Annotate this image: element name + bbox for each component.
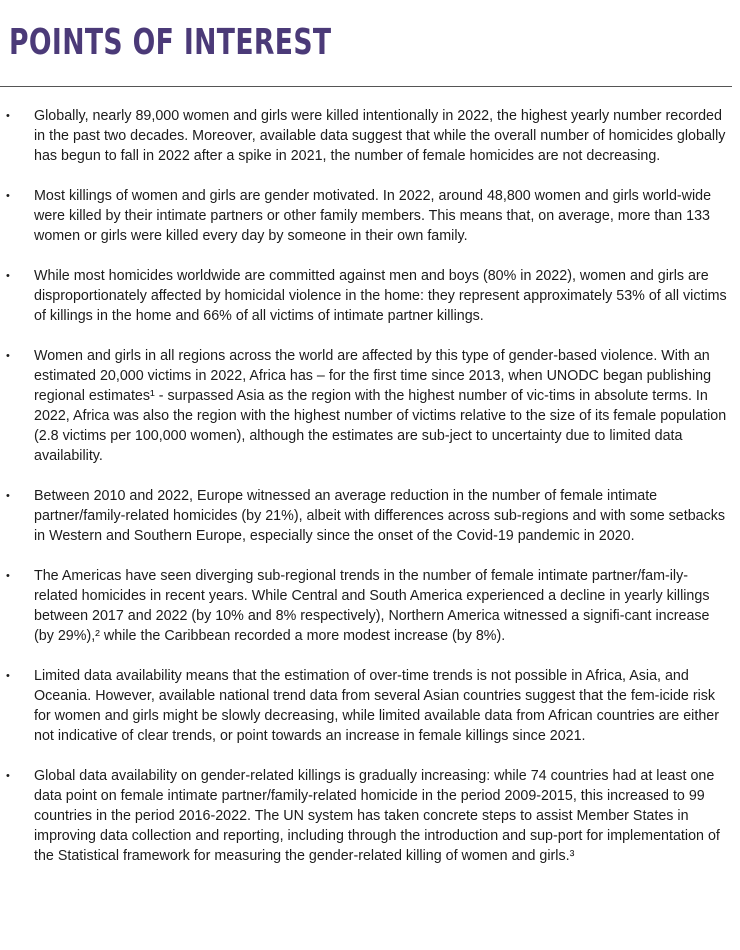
list-item-text: Most killings of women and girls are gender motivated. In 2022, around 48,800 women and girls world-wide were killed by their intimate partners or other family members. This means that, on average, more than 133 women or girls were killed every day by someone in their own family. bbox=[34, 188, 712, 244]
bullet-dot: • bbox=[6, 670, 10, 682]
list-item bbox=[0, 266, 740, 326]
list-item-text: The Americas have seen diverging sub-regional trends in the number of female intimate partner/fam-ily-related homicides in recent years. While Central and South America experienced a decline in yearly killings between 2017 and 2022 (by 10% and 8% respectively), Northern America witnessed a signifi-cant increase (by 29%),² while the Caribbean recorded a more modest increase (by 8%). bbox=[34, 568, 710, 644]
list-item-text: Women and girls in all regions across the world are affected by this type of gender-based violence. With an estimated 20,000 victims in 2022, Africa has – for the first time since 2013, when UNODC began publishing regional estimates¹ - surpassed Asia as the region with the highest number of vic-tims in absolute terms. In 2022, Africa was also the region with the highest number of victims relative to the size of its female population (2.8 victims per 100,000 women), although the estimates are sub-ject to uncertainty due to limited data availability. bbox=[34, 348, 727, 464]
list-item-text: Between 2010 and 2022, Europe witnessed an average reduction in the number of female intimate partner/family-related homicides (by 21%), albeit with differences across sub-regions and with some setbacks in Western and Southern Europe, especially since the onset of the Covid-19 pandemic in 2020. bbox=[34, 488, 726, 544]
page-title: POINTS OF INTEREST bbox=[9, 22, 332, 63]
bullet-dot: • bbox=[6, 270, 10, 282]
bullet-dot: • bbox=[6, 770, 10, 782]
list-item-text: Global data availability on gender-related killings is gradually increasing: while 74 countries had at least one data point on female intimate partner/family-related homicide in the period 2009-2015, this increased to 99 countries in the period 2016-2022. The UN system has taken concrete steps to assist Member States in improving data collection and reporting, including through the introduction and sup-port for implementation of the Statistical framework for measuring the gender-related killing of women and girls.³ bbox=[34, 768, 720, 864]
list-item bbox=[0, 666, 740, 746]
list-item bbox=[0, 486, 740, 546]
list-item-text: Limited data availability means that the estimation of over-time trends is not possible in Africa, Asia, and Oceania. However, available national trend data from several Asian countries suggest that the fem-icide risk for women and girls might be slowly decreasing, while limited available data from African countries are either not indicative of clear trends, or point towards an increase in female killings since 2021. bbox=[34, 668, 719, 744]
bullet-dot: • bbox=[6, 570, 10, 582]
list-item-text: Globally, nearly 89,000 women and girls were killed intentionally in 2022, the highest yearly number recorded in the past two decades. Moreover, available data suggest that while the overall number of homicides globally has begun to fall in 2022 after a spike in 2021, the number of female homicides are not decreasing. bbox=[34, 108, 726, 164]
list-item bbox=[0, 346, 740, 466]
list-item bbox=[0, 766, 740, 866]
list-item bbox=[0, 566, 740, 646]
bullet-dot: • bbox=[6, 350, 10, 362]
title-divider bbox=[0, 86, 732, 87]
list-item bbox=[0, 186, 740, 246]
points-list bbox=[0, 106, 740, 886]
list-item-text: While most homicides worldwide are committed against men and boys (80% in 2022), women and girls are disproportionately affected by homicidal violence in the home: they represent approximately 53% of all victims of killings in the home and 66% of all victims of intimate partner killings. bbox=[34, 268, 727, 324]
bullet-dot: • bbox=[6, 110, 10, 122]
list-item bbox=[0, 106, 740, 166]
bullet-dot: • bbox=[6, 490, 10, 502]
bullet-dot: • bbox=[6, 190, 10, 202]
